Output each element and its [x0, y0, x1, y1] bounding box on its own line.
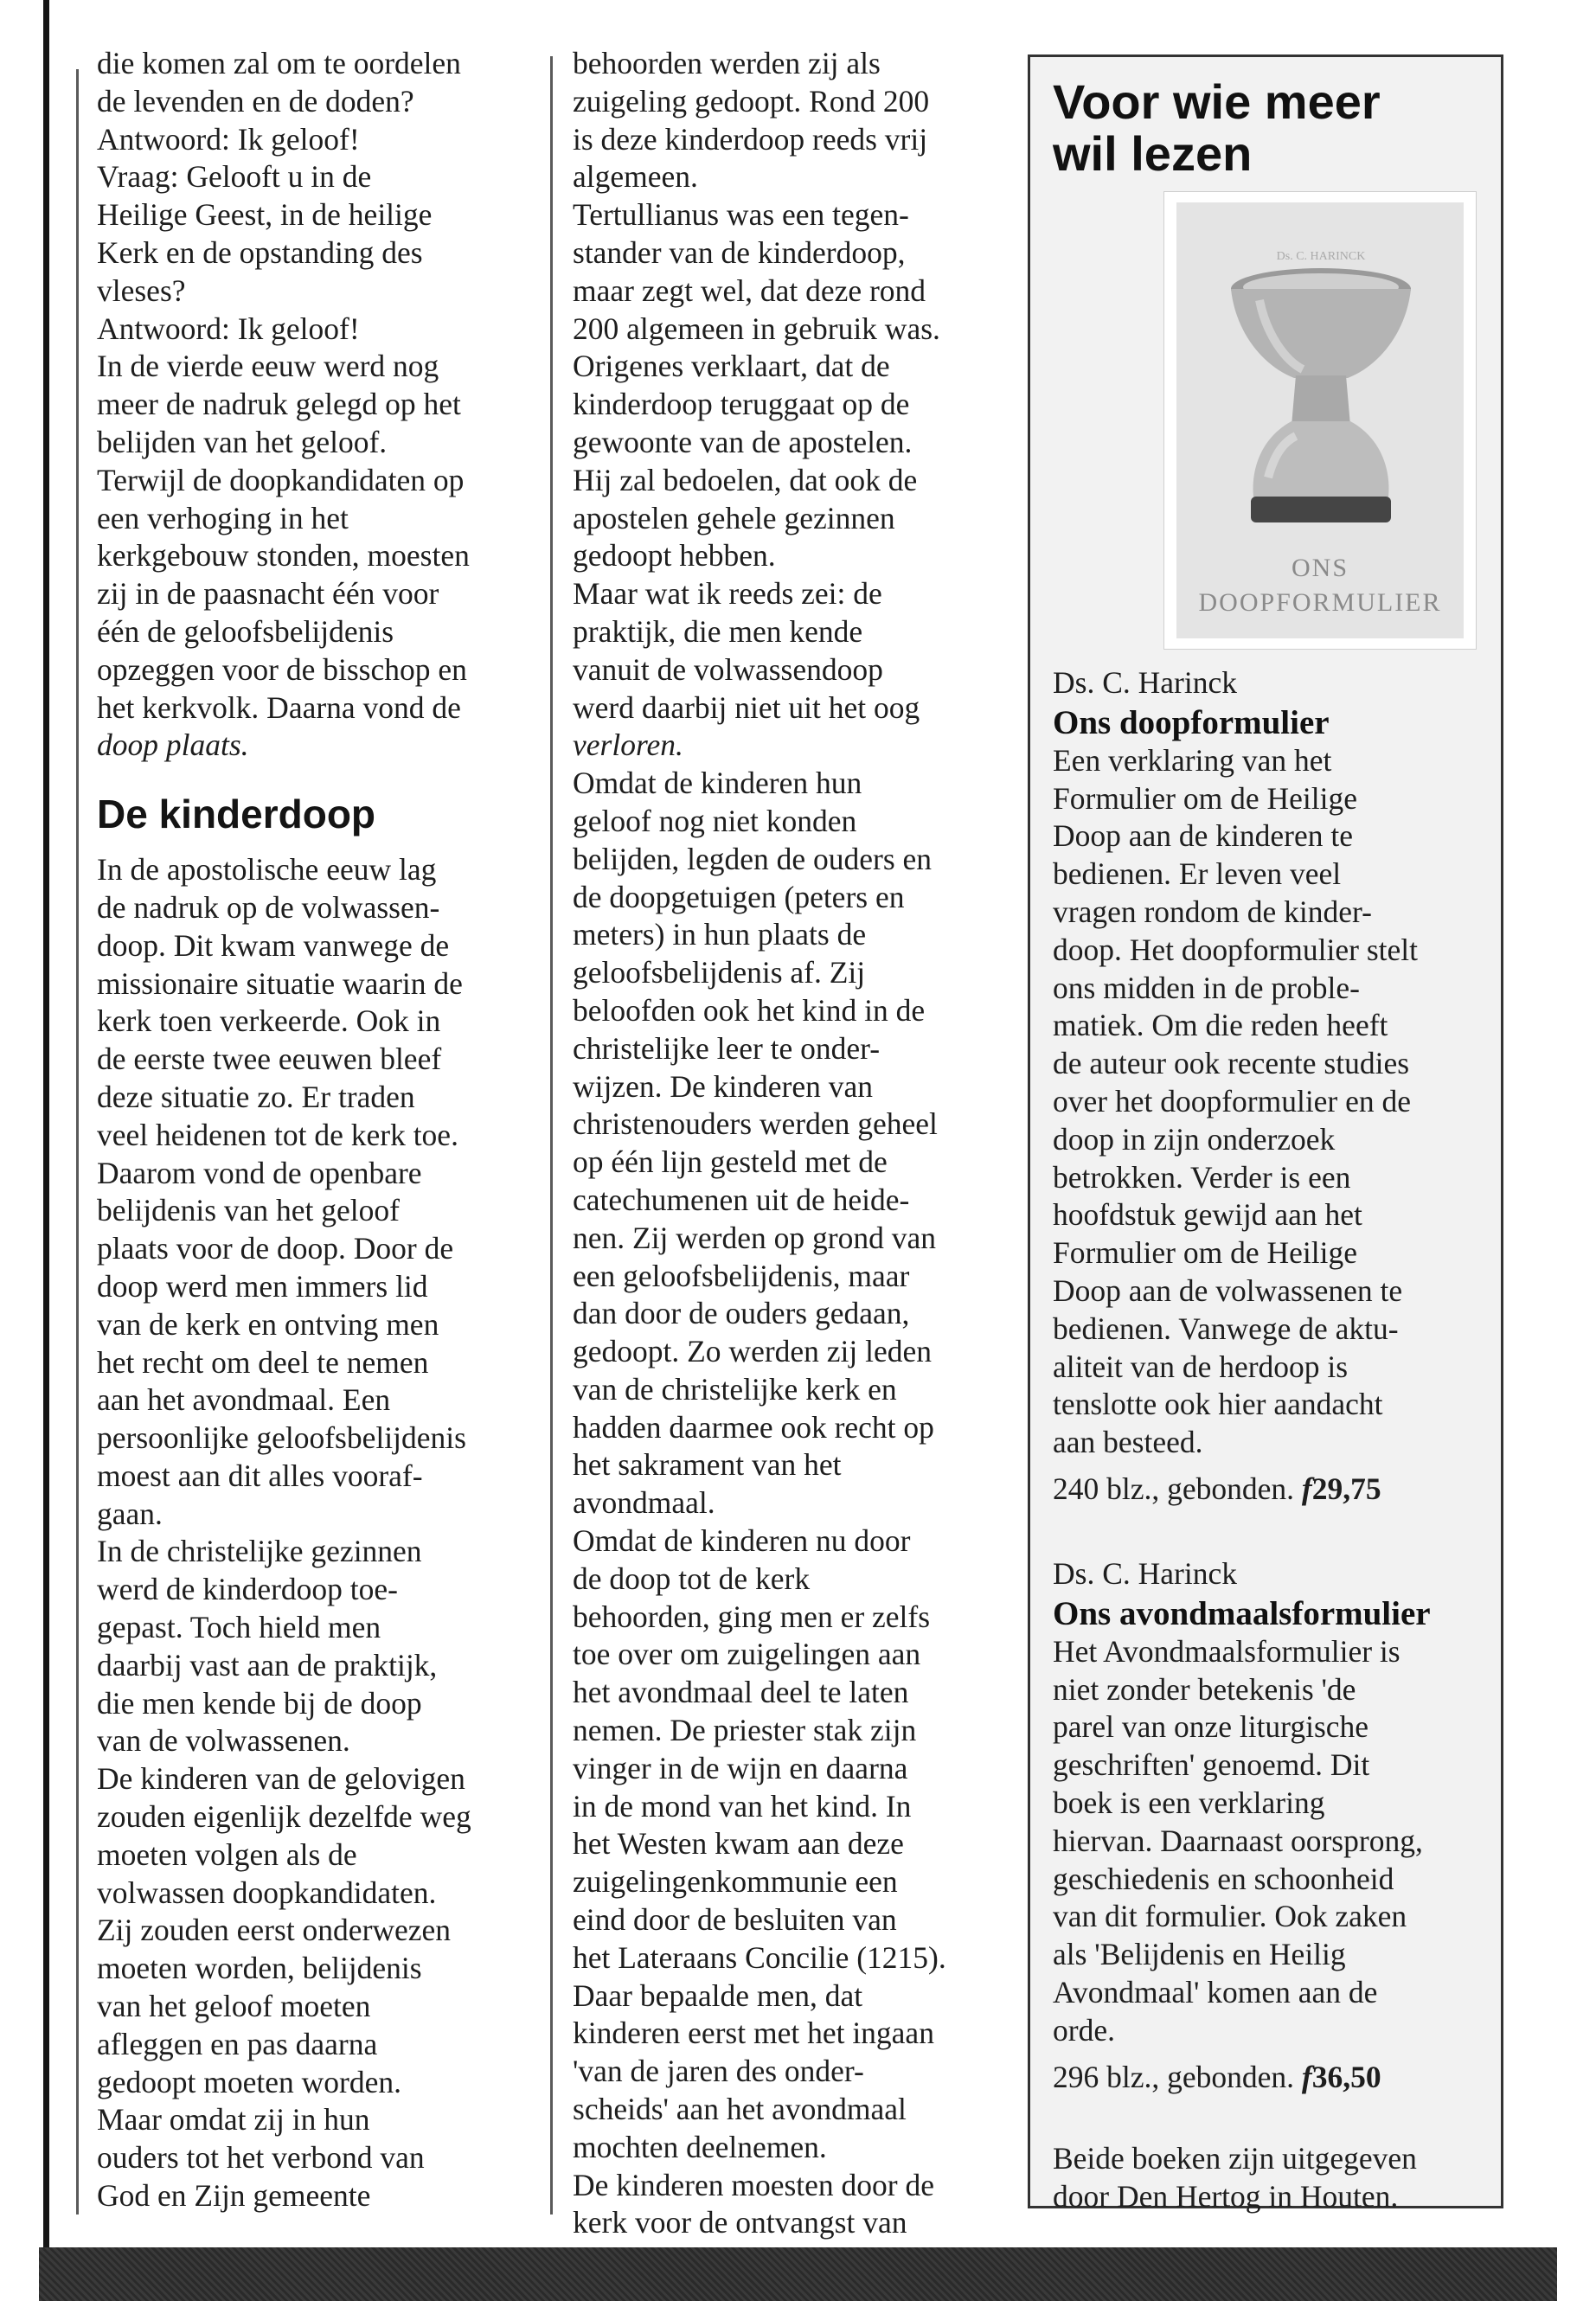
cover-title [1164, 551, 1476, 620]
text-line: avondmaal. [573, 1485, 715, 1521]
text-line: kerk toen verkeerde. Ook in [97, 1003, 441, 1039]
text-line: 200 algemeen in gebruik was. [573, 311, 940, 346]
text-line: opzeggen voor de bisschop en [97, 651, 467, 687]
text-line: de auteur ook recente studies [1053, 1046, 1410, 1081]
text-line: betrokken. Verder is een [1053, 1159, 1351, 1195]
text-line: In de apostolische eeuw lag [97, 852, 437, 888]
text-line: werd de kinderdoop toe- [97, 1572, 398, 1607]
book-details [1053, 2059, 1494, 2097]
text-line: geschiedenis en schoonheid [1053, 1861, 1394, 1896]
text-line: In de vierde eeuw werd nog [97, 349, 439, 384]
text-line: die men kende bij de doop [97, 1685, 422, 1721]
text-line: eind door de besluiten van [573, 1902, 897, 1938]
text-line: Doop aan de kinderen te [1053, 818, 1353, 854]
text-line: ouders tot het verbond van [97, 2140, 425, 2176]
text-line: catechumenen uit de heide- [573, 1182, 910, 1217]
text-line: gaan. [97, 1496, 163, 1531]
text-line: afleggen en pas daarna [97, 2026, 378, 2061]
text-line: doop. Dit kwam vanwege de [97, 927, 450, 963]
text-line: Formulier om de Heilige [1053, 1235, 1357, 1271]
sidebar-title-line: wil lezen [1053, 126, 1253, 181]
text-line: Omdat de kinderen nu door [573, 1523, 911, 1559]
text-line: de nadruk op de volwassen- [97, 889, 440, 925]
text-line: 'van de jaren des onder- [573, 2054, 864, 2089]
publisher-note-line: door Den Hertog in Houten. [1053, 2178, 1399, 2214]
text-line: hoofdstuk gewijd aan het [1053, 1197, 1362, 1233]
text-line: in de mond van het kind. In [573, 1788, 912, 1823]
text-line: belijdenis van het geloof [97, 1193, 400, 1228]
book-cover-image [1163, 191, 1477, 650]
text-line: Origenes verklaart, dat de [573, 349, 890, 384]
text-line: dan door de ouders gedaan, [573, 1296, 910, 1331]
text-line: deze situatie zo. Er traden [97, 1079, 415, 1114]
book-price: 36,50 [1311, 2059, 1381, 2094]
cover-title-line: DOOPFORMULIER [1198, 588, 1442, 617]
text-line: Daarom vond de openbare [97, 1155, 422, 1190]
text-line: behoorden werden zij als [573, 46, 881, 80]
page-edge [43, 0, 49, 2284]
text-line: gedoopt moeten worden. [97, 2064, 401, 2099]
text-line: gedoopt hebben. [573, 538, 776, 574]
text-line: van de volwassenen. [97, 1723, 350, 1759]
text-line: toe over om zuigelingen aan [573, 1637, 921, 1672]
text-line: van de kerk en ontving men [97, 1306, 439, 1342]
text-line: beloofden ook het kind in de [573, 992, 926, 1028]
text-line: De kinderen moesten door de [573, 2167, 934, 2202]
text-line: geloofsbelijdenis af. Zij [573, 955, 866, 990]
book-title: Ons doopformulier [1053, 703, 1330, 741]
text-line: God en Zijn gemeente [97, 2178, 371, 2214]
text-line: Formulier om de Heilige [1053, 780, 1357, 816]
text-line: veel heidenen tot de kerk toe. [97, 1117, 458, 1152]
section-heading: De kinderdoop [97, 792, 376, 837]
book-pages-binding: 240 blz., gebonden. [1053, 1471, 1295, 1506]
text-line: christenouders werden geheel [573, 1106, 938, 1142]
text-line: belijden van het geloof. [97, 424, 388, 459]
cover-title-line: ONS [1291, 554, 1349, 582]
text-line: Avondmaal' komen aan de [1053, 1974, 1378, 2009]
text-line: het Lateraans Concilie (1215). [573, 1939, 946, 1975]
currency-symbol: f [1301, 1471, 1312, 1506]
text-line: op één lijn gesteld met de [573, 1144, 888, 1180]
paragraph-block [97, 851, 538, 2215]
text-line: kerk voor de ontvangst van [573, 2205, 907, 2240]
book-author: Ds. C. Harinck [1053, 665, 1237, 700]
text-line: vanuit de volwassendoop [573, 651, 883, 687]
text-line: Terwijl de doopkandidaten op [97, 462, 465, 497]
text-line: kinderen eerst met het ingaan [573, 2016, 934, 2051]
text-line: Maar omdat zij in hun [97, 2102, 370, 2138]
text-line: doop werd men immers lid [97, 1268, 428, 1304]
text-line: Kerk en de opstanding des [97, 234, 423, 270]
text-line: behoorden, ging men er zelfs [573, 1599, 931, 1634]
text-line: persoonlijke geloofsbelijdenis [97, 1420, 466, 1456]
text-line: Hij zal bedoelen, dat ook de [573, 462, 918, 497]
text-line: vragen rondom de kinder- [1053, 894, 1372, 929]
text-line: als 'Belijdenis en Heilig [1053, 1937, 1346, 1972]
text-line: meters) in hun plaats de [573, 917, 867, 952]
text-line: parel van onze liturgische [1053, 1709, 1369, 1745]
text-line: zij in de paasnacht één voor [97, 576, 439, 612]
text-line: het sakrament van het [573, 1447, 842, 1483]
text-line: boek is een verklaring [1053, 1785, 1325, 1820]
text-line: over het doopformulier en de [1053, 1083, 1412, 1118]
text-line: moeten volgen als de [97, 1836, 357, 1872]
text-line: een geloofsbelijdenis, maar [573, 1258, 910, 1293]
text-line: praktijk, die men kende [573, 613, 863, 649]
text-line: het avondmaal deel te laten [573, 1675, 909, 1710]
text-line: hiervan. Daarnaast oorsprong, [1053, 1823, 1423, 1858]
text-line: doop. Het doopformulier stelt [1053, 932, 1418, 967]
text-line: Daar bepaalde men, dat [573, 1977, 863, 2013]
scan-bottom-band [39, 2247, 1557, 2301]
text-line: ons midden in de proble- [1053, 970, 1360, 1005]
article-column-1 [97, 45, 538, 2215]
currency-symbol: f [1301, 2059, 1312, 2094]
book-title: Ons avondmaalsformulier [1053, 1594, 1431, 1632]
text-line: Omdat de kinderen hun [573, 766, 862, 801]
text-line: stander van de kinderdoop, [573, 234, 906, 270]
book-price: 29,75 [1311, 1471, 1381, 1506]
text-line: aan het avondmaal. Een [97, 1382, 391, 1418]
text-line: nemen. De priester stak zijn [573, 1713, 917, 1748]
text-line: hadden daarmee ook recht op [573, 1409, 934, 1445]
text-line: het Westen kwam aan deze [573, 1826, 904, 1862]
text-line: de levenden en de doden? [97, 83, 414, 119]
text-line: aan besteed. [1053, 1425, 1203, 1460]
text-line: nen. Zij werden op grond van [573, 1220, 936, 1255]
text-line: gedoopt. Zo werden zij leden [573, 1334, 933, 1369]
column-rule [550, 56, 553, 2214]
text-line: van de christelijke kerk en [573, 1371, 897, 1407]
text-line: bedienen. Vanwege de aktu- [1053, 1311, 1399, 1346]
book-author: Ds. C. Harinck [1053, 1556, 1237, 1591]
text-line: van het geloof moeten [97, 1989, 371, 2024]
text-line: geschriften' genoemd. Dit [1053, 1747, 1370, 1783]
text-line: Zij zouden eerst onderwezen [97, 1913, 452, 1948]
text-line: zuigeling gedoopt. Rond 200 [573, 83, 930, 119]
text-line: apostelen gehele gezinnen [573, 500, 895, 535]
article-column-2 [573, 45, 1014, 2242]
text-line: zouden eigenlijk dezelfde weg [97, 1799, 471, 1835]
text-line: algemeen. [573, 159, 698, 195]
text-line: belijden, legden de ouders en [573, 841, 933, 876]
text-line: het recht om deel te nemen [97, 1344, 429, 1380]
text-line: meer de nadruk gelegd op het [97, 387, 461, 422]
text-line: is deze kinderdoop reeds vrij [573, 121, 928, 157]
book-entry-1 [1053, 664, 1494, 1509]
sidebar-title [1053, 76, 1381, 180]
text-line: gewoonte van de apostelen. [573, 424, 913, 459]
text-line: de doopgetuigen (peters en [573, 879, 905, 914]
text-line: doop in zijn onderzoek [1053, 1121, 1336, 1157]
text-line: tenslotte ook hier aandacht [1053, 1387, 1383, 1422]
text-line: kinderdoop teruggaat op de [573, 387, 910, 422]
text-line: geloof nog niet konden [573, 803, 857, 838]
text-line: vinger in de wijn en daarna [573, 1750, 908, 1785]
text-line: het kerkvolk. Daarna vond de [97, 689, 461, 725]
text-line: werd daarbij niet uit het oog [573, 689, 920, 725]
text-line: orde. [1053, 2012, 1115, 2048]
text-line: die komen zal om te oordelen [97, 46, 461, 80]
book-description [1053, 1633, 1494, 2050]
text-line: wijzen. De kinderen van [573, 1068, 873, 1104]
text-line: Tertullianus was een tegen- [573, 197, 909, 233]
publisher-note-line: Beide boeken zijn uitgegeven [1053, 2141, 1417, 2176]
text-line: de eerste twee eeuwen bleef [97, 1042, 442, 1077]
paragraph-block [573, 45, 1014, 2242]
text-line: plaats voor de doop. Door de [97, 1231, 454, 1266]
text-line: niet zonder betekenis 'de [1053, 1671, 1356, 1707]
paragraph-block [97, 45, 538, 765]
publisher-note [1053, 2140, 1494, 2216]
column-rule [76, 69, 79, 2214]
book-description [1053, 742, 1494, 1462]
reading-recommendation-box [1028, 54, 1503, 2214]
cover-author: Ds. C. HARINCK [1276, 250, 1366, 263]
book-pages-binding: 296 blz., gebonden. [1053, 2059, 1295, 2094]
text-line: In de christelijke gezinnen [97, 1534, 422, 1569]
text-line: Doop aan de volwassenen te [1053, 1272, 1403, 1308]
text-line: Maar wat ik reeds zei: de [573, 576, 882, 612]
text-line: doop plaats. [97, 727, 249, 763]
text-line: Antwoord: Ik geloof! [97, 311, 360, 346]
text-line: volwassen doopkandidaten. [97, 1875, 437, 1910]
text-line: matiek. Om die reden heeft [1053, 1008, 1388, 1043]
text-line: Vraag: Gelooft u in de [97, 159, 372, 195]
text-line: moest aan dit alles vooraf- [97, 1458, 423, 1493]
text-line: zuigelingenkommunie een [573, 1864, 898, 1900]
text-line: missionaire situatie waarin de [97, 965, 463, 1001]
text-line: Antwoord: Ik geloof! [97, 121, 360, 157]
text-line: Het Avondmaalsformulier is [1053, 1633, 1401, 1669]
text-line: verloren. [573, 727, 683, 763]
text-line: De kinderen van de gelovigen [97, 1761, 465, 1797]
text-line: een verhoging in het [97, 500, 349, 535]
text-line: gepast. Toch hield men [97, 1610, 381, 1645]
text-line: bedienen. Er leven veel [1053, 856, 1342, 892]
text-line: mochten deelnemen. [573, 2129, 827, 2164]
text-line: moeten worden, belijdenis [97, 1951, 422, 1986]
book-entry-2 [1053, 1555, 1494, 2096]
text-line: vleses? [97, 272, 186, 308]
text-line: de doop tot de kerk [573, 1561, 811, 1596]
book-details [1053, 1471, 1494, 1509]
text-line: één de geloofsbelijdenis [97, 613, 394, 649]
text-line: christelijke leer te onder- [573, 1030, 881, 1066]
text-line: maar zegt wel, dat deze rond [573, 272, 926, 308]
text-line: daarbij vast aan de praktijk, [97, 1647, 438, 1682]
text-line: aliteit van de herdoop is [1053, 1349, 1349, 1384]
text-line: Een verklaring van het [1053, 742, 1332, 778]
text-line: van dit formulier. Ook zaken [1053, 1899, 1407, 1934]
text-line: scheids' aan het avondmaal [573, 2092, 907, 2127]
text-line: Heilige Geest, in de heilige [97, 197, 433, 233]
sidebar-title-line: Voor wie meer [1053, 74, 1381, 129]
text-line: kerkgebouw stonden, moesten [97, 538, 470, 574]
